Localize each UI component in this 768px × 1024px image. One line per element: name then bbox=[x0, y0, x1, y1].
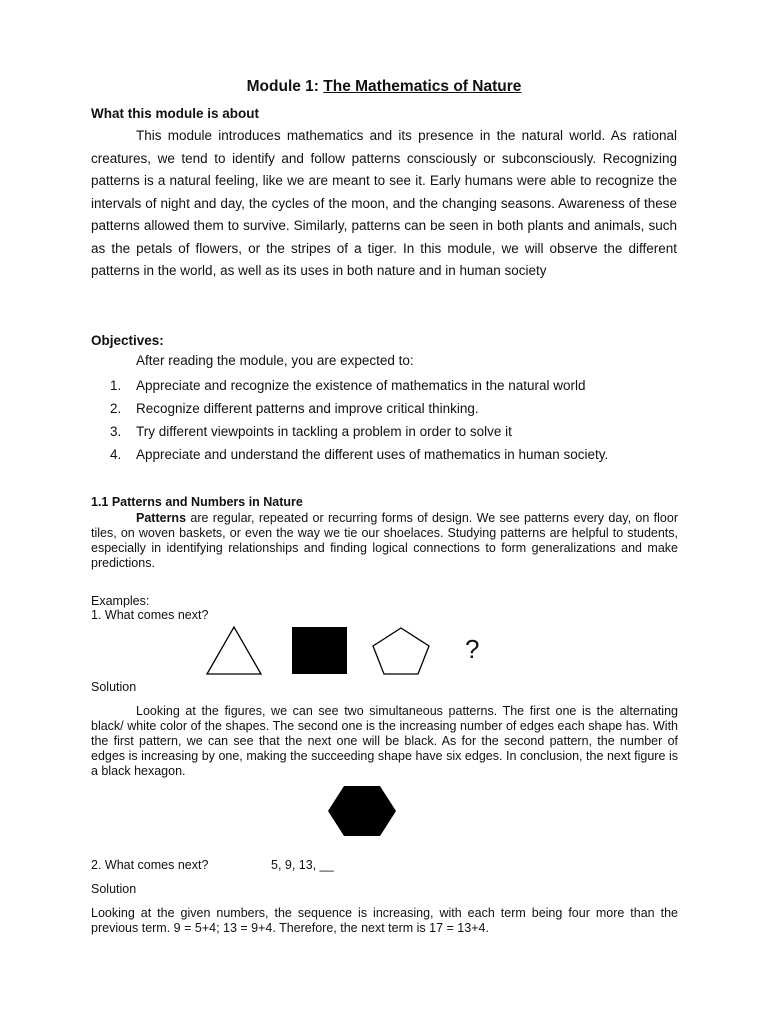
objectives-list bbox=[110, 375, 710, 467]
page-title bbox=[0, 78, 768, 96]
section-heading: 1.1 Patterns and Numbers in Nature bbox=[91, 495, 303, 509]
black-square-shape bbox=[292, 627, 347, 674]
example1-question: 1. What comes next? bbox=[91, 608, 209, 622]
objective-item bbox=[110, 421, 710, 444]
examples-label: Examples: bbox=[91, 594, 150, 608]
objective-number: 2. bbox=[110, 401, 122, 416]
objectives-intro: After reading the module, you are expected to: bbox=[136, 353, 414, 368]
section-paragraph bbox=[91, 511, 678, 571]
about-text: This module introduces mathematics and its presence in the natural world. As rational creatures, we tend to identify and follow patterns consciously or subconsciously. Recognizing patterns is a natural feeling, like we are meant to see it. Early humans were able to recognize the intervals of night and day, the cycles of the moon, and the changing seasons. Awareness of these patterns allowed them to survive. Similarly, patterns can be seen in both plants and animals, such as the petals of flowers, or the stripes of a tiger. In this module, we will observe the different patterns in the world, as well as its uses in both nature and in human society bbox=[91, 128, 677, 278]
shape-sequence bbox=[200, 624, 440, 680]
example1-solution-text: Looking at the figures, we can see two simultaneous patterns. The first one is the alternating black/ white color of the shapes. The second one is the increasing number of edges each shape has. With the first pattern, we can see that the next one will be black. As for the second pattern, the number of edges is increasing by one, making the succeeding shape have six edges. In conclusion, the next figure is a black hexagon. bbox=[91, 704, 678, 778]
objective-text: Try different viewpoints in tackling a problem in order to solve it bbox=[136, 424, 512, 439]
objective-text: Recognize different patterns and improve critical thinking. bbox=[136, 401, 479, 416]
black-hexagon-shape bbox=[326, 784, 398, 838]
about-heading: What this module is about bbox=[91, 106, 259, 121]
objective-number: 4. bbox=[110, 447, 122, 462]
example2-question: 2. What comes next? bbox=[91, 858, 209, 872]
objective-text: Appreciate and understand the different uses of mathematics in human society. bbox=[136, 447, 609, 462]
title-prefix: Module 1: bbox=[246, 78, 324, 95]
example1-solution bbox=[91, 704, 678, 779]
about-paragraph bbox=[91, 125, 677, 283]
triangle-shape bbox=[207, 627, 261, 674]
objective-text: Appreciate and recognize the existence of mathematics in the natural world bbox=[136, 378, 586, 393]
example2-solution-label: Solution bbox=[91, 882, 137, 896]
patterns-term: Patterns bbox=[136, 511, 187, 525]
objective-item bbox=[110, 375, 710, 398]
example1-solution-label: Solution bbox=[91, 680, 137, 694]
objective-item bbox=[110, 444, 710, 467]
objective-number: 3. bbox=[110, 424, 122, 439]
patterns-definition: are regular, repeated or recurring forms of design. We see patterns every day, on floor tiles, on woven baskets, or even the way we tie our shoelaces. Studying patterns are helpful to students, especially in identifying relationships and finding logical connections to form generalizations and make predictions. bbox=[91, 511, 678, 570]
objective-item bbox=[110, 398, 710, 421]
question-mark: ? bbox=[465, 634, 480, 664]
title-main: The Mathematics of Nature bbox=[323, 78, 522, 95]
pentagon-shape bbox=[373, 628, 429, 674]
objective-number: 1. bbox=[110, 378, 122, 393]
example2-sequence: 5, 9, 13, __ bbox=[271, 858, 334, 872]
example2-solution: Looking at the given numbers, the sequence is increasing, with each term being four more than the previous term. 9 = 5+4; 13 = 9+4. Therefore, the next term is 17 = 13+4. bbox=[91, 906, 678, 935]
objectives-heading: Objectives: bbox=[91, 333, 164, 348]
hexagon-shape bbox=[328, 786, 396, 836]
